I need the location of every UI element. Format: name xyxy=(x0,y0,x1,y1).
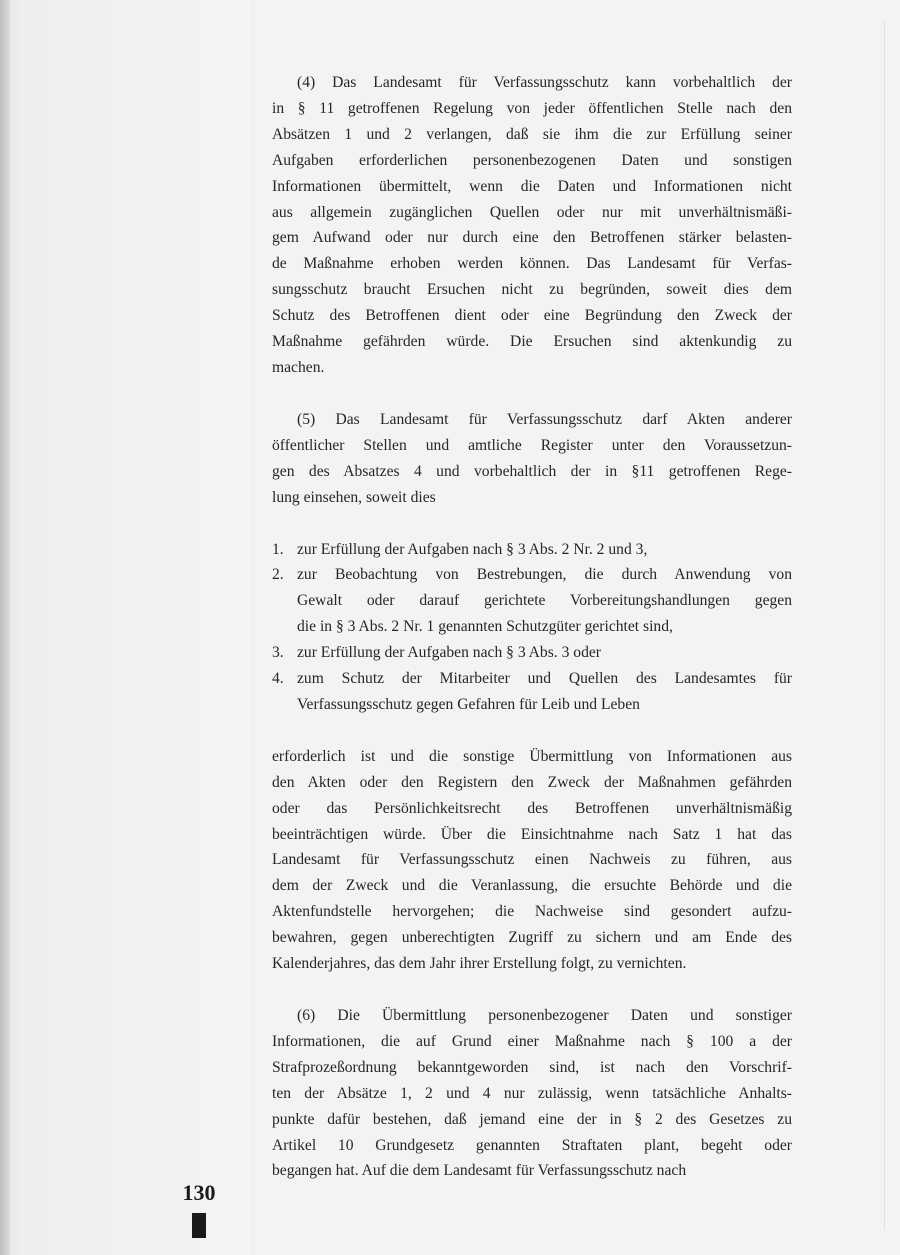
list-item-text: Gewalt oder darauf gerichtete Vorbereitungshandlungen gegen xyxy=(297,592,792,610)
page-divider xyxy=(252,0,253,1255)
binding-shadow xyxy=(0,0,10,1255)
text-line: Kalenderjahres, das dem Jahr ihrer Erstellung folgt, zu vernichten. xyxy=(272,955,687,973)
text-line: sungsschutz braucht Ersuchen nicht zu begründen, soweit dies dem xyxy=(272,281,792,299)
page-edge-line xyxy=(884,20,885,1230)
text-line: Maßnahme gefährden würde. Die Ersuchen sind aktenkundig zu xyxy=(272,333,792,351)
text-line: öffentlicher Stellen und amtliche Register unter den Voraussetzun- xyxy=(272,436,792,454)
page-number: 130 xyxy=(182,1180,216,1205)
paragraph-4 xyxy=(272,70,792,381)
text-line: aus allgemein zugänglichen Quellen oder nur mit unverhältnismäßi- xyxy=(272,203,792,221)
list-item-text: die in § 3 Abs. 2 Nr. 1 genannten Schutzgüter gerichtet sind, xyxy=(297,618,673,636)
text-line: oder das Persönlichkeitsrecht des Betroffenen unverhältnismäßig xyxy=(272,799,792,817)
text-line: Aktenfundstelle hervorgehen; die Nachweise sind gesondert aufzu- xyxy=(272,903,792,921)
text-line: (6) Die Übermittlung personenbezogener Daten und sonstiger xyxy=(297,1007,792,1024)
text-line: Informationen, die auf Grund einer Maßnahme nach § 100 a der xyxy=(272,1032,792,1050)
text-line: Absätzen 1 und 2 verlangen, daß sie ihm die zur Erfüllung seiner xyxy=(272,125,792,143)
page-text xyxy=(272,70,792,1184)
list-item-text: Verfassungsschutz gegen Gefahren für Leib und Leben xyxy=(297,695,640,713)
text-line: lung einsehen, soweit dies xyxy=(272,488,436,506)
text-line: in § 11 getroffenen Regelung von jeder öffentlichen Stelle nach den xyxy=(272,99,792,117)
list-item xyxy=(272,640,792,666)
list-item-number: 2. xyxy=(272,566,284,584)
text-line: Aufgaben erforderlichen personenbezogenen Daten und sonstigen xyxy=(272,151,792,169)
paragraph-5 xyxy=(272,407,792,511)
text-line: punkte dafür bestehen, daß jemand eine der in § 2 des Gesetzes zu xyxy=(272,1110,792,1128)
text-line: ten der Absätze 1, 2 und 4 nur zulässig, wenn tatsächliche Anhalts- xyxy=(272,1084,792,1102)
text-line: begangen hat. Auf die dem Landesamt für Verfassungsschutz nach xyxy=(272,1162,687,1180)
list-item xyxy=(272,666,792,718)
numbered-list xyxy=(272,537,792,718)
text-line: Artikel 10 Grundgesetz genannten Straftaten plant, begeht oder xyxy=(272,1136,792,1154)
text-line: den Akten oder den Registern den Zweck der Maßnahmen gefährden xyxy=(272,773,792,791)
page-gutter xyxy=(0,0,252,1255)
paragraph-5-continuation xyxy=(272,744,792,977)
list-item-text: zum Schutz der Mitarbeiter und Quellen des Landesamtes für xyxy=(297,670,792,688)
list-item xyxy=(272,562,792,640)
text-line: dem der Zweck und die Veranlassung, die ersuchte Behörde und die xyxy=(272,877,792,895)
text-line: gen des Absatzes 4 und vorbehaltlich der in §11 getroffenen Rege- xyxy=(272,462,792,480)
text-line: beeinträchtigen würde. Über die Einsichtnahme nach Satz 1 hat das xyxy=(272,825,792,843)
list-item-number: 4. xyxy=(272,670,284,688)
text-line: erforderlich ist und die sonstige Übermittlung von Informationen aus xyxy=(272,747,792,765)
list-item-number: 3. xyxy=(272,644,284,662)
text-line: Landesamt für Verfassungsschutz einen Nachweis zu führen, aus xyxy=(272,851,792,869)
text-line: bewahren, gegen unberechtigten Zugriff zu sichern und am Ende des xyxy=(272,929,792,947)
list-item-text: zur Erfüllung der Aufgaben nach § 3 Abs. 2 Nr. 2 und 3, xyxy=(297,540,648,558)
text-line: Schutz des Betroffenen dient oder eine Begründung den Zweck der xyxy=(272,307,792,325)
text-line: (4) Das Landesamt für Verfassungsschutz kann vorbehaltlich der xyxy=(297,74,792,91)
list-item-number: 1. xyxy=(272,540,284,558)
list-item-text: zur Beobachtung von Bestrebungen, die durch Anwendung von xyxy=(297,566,792,584)
text-line: machen. xyxy=(272,358,325,376)
page-marker-block xyxy=(192,1213,206,1238)
text-line: Strafprozeßordnung bekanntgeworden sind, ist nach den Vorschrif- xyxy=(272,1058,792,1076)
text-line: (5) Das Landesamt für Verfassungsschutz darf Akten anderer xyxy=(297,410,792,428)
text-line: gem Aufwand oder nur durch eine den Betroffenen stärker belasten- xyxy=(272,229,792,247)
text-line: de Maßnahme erhoben werden können. Das Landesamt für Verfas- xyxy=(272,255,792,273)
list-item-text: zur Erfüllung der Aufgaben nach § 3 Abs. 3 oder xyxy=(297,644,601,662)
paragraph-6 xyxy=(272,1003,792,1184)
text-line: Informationen übermittelt, wenn die Daten und Informationen nicht xyxy=(272,177,792,195)
list-item xyxy=(272,537,792,563)
